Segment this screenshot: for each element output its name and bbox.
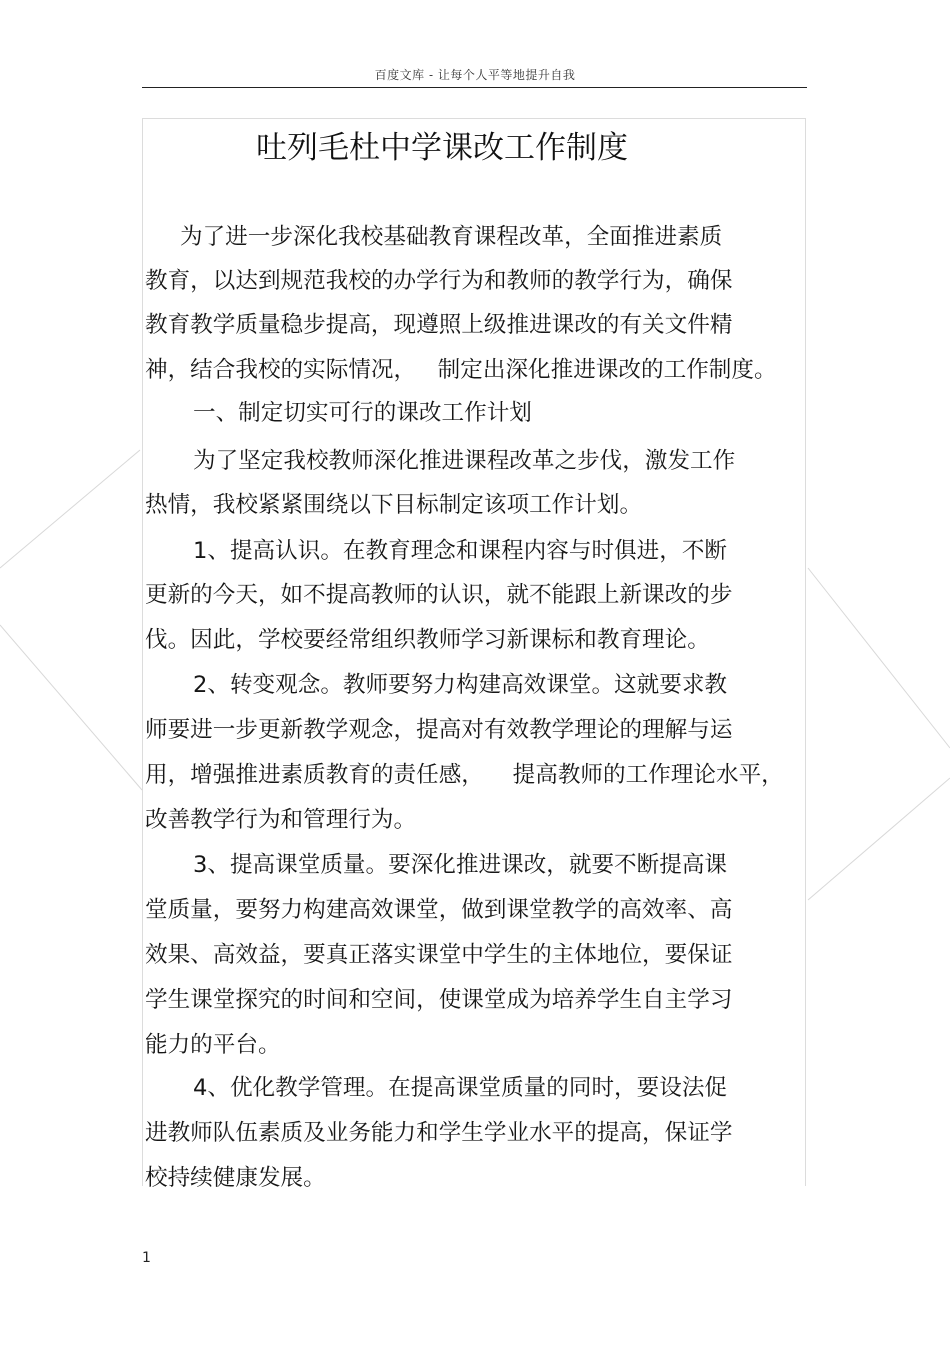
paragraph-line: 进教师队伍素质及业务能力和学生学业水平的提高，保证学	[145, 1120, 733, 1146]
paragraph-line: 为了坚定我校教师深化推进课程改革之步伐，激发工作	[193, 448, 736, 474]
section-heading: 一、制定切实可行的课改工作计划	[193, 400, 532, 426]
paragraph-line: 教育，以达到规范我校的办学行为和教师的教学行为，确保	[145, 268, 733, 294]
paragraph-line: 师要进一步更新教学观念，提高对有效教学理论的理解与运	[145, 717, 733, 743]
document-title: 吐列毛杜中学课改工作制度	[256, 130, 628, 166]
paragraph-line: 为了进一步深化我校基础教育课程改革，全面推进素质	[180, 224, 723, 250]
paragraph-line: 用，增强推进素质教育的责任感， 提高教师的工作理论水平，	[145, 762, 784, 788]
header-divider	[142, 87, 807, 88]
list-item-line: 2、转变观念。教师要努力构建高效课堂。这就要求教	[193, 672, 728, 698]
page-header: 百度文库 - 让每个人平等地提升自我	[374, 68, 576, 82]
list-item-line: 1、提高认识。在教育理念和课程内容与时俱进，不断	[193, 538, 728, 564]
paragraph-line: 改善教学行为和管理行为。	[145, 807, 417, 833]
paragraph-line: 伐。因此，学校要经常组织教师学习新课标和教育理论。	[145, 627, 710, 653]
paragraph-line: 学生课堂探究的时间和空间，使课堂成为培养学生自主学习	[145, 987, 733, 1013]
paragraph-line: 堂质量，要努力构建高效课堂，做到课堂教学的高效率、高	[145, 897, 733, 923]
list-item-line: 3、提高课堂质量。要深化推进课改，就要不断提高课	[193, 852, 728, 878]
paragraph-line: 神，结合我校的实际情况， 制定出深化推进课改的工作制度。	[145, 357, 777, 383]
paragraph-line: 能力的平台。	[145, 1032, 281, 1058]
paragraph-line: 更新的今天，如不提高教师的认识，就不能跟上新课改的步	[145, 582, 733, 608]
paragraph-line: 教育教学质量稳步提高，现遵照上级推进课改的有关文件精	[145, 312, 733, 338]
paragraph-line: 热情，我校紧紧围绕以下目标制定该项工作计划。	[145, 492, 643, 518]
list-item-line: 4、优化教学管理。在提高课堂质量的同时，要设法促	[193, 1075, 728, 1101]
paragraph-line: 校持续健康发展。	[145, 1165, 326, 1191]
paragraph-line: 效果、高效益，要真正落实课堂中学生的主体地位，要保证	[145, 942, 733, 968]
page-number: 1	[142, 1250, 151, 1266]
